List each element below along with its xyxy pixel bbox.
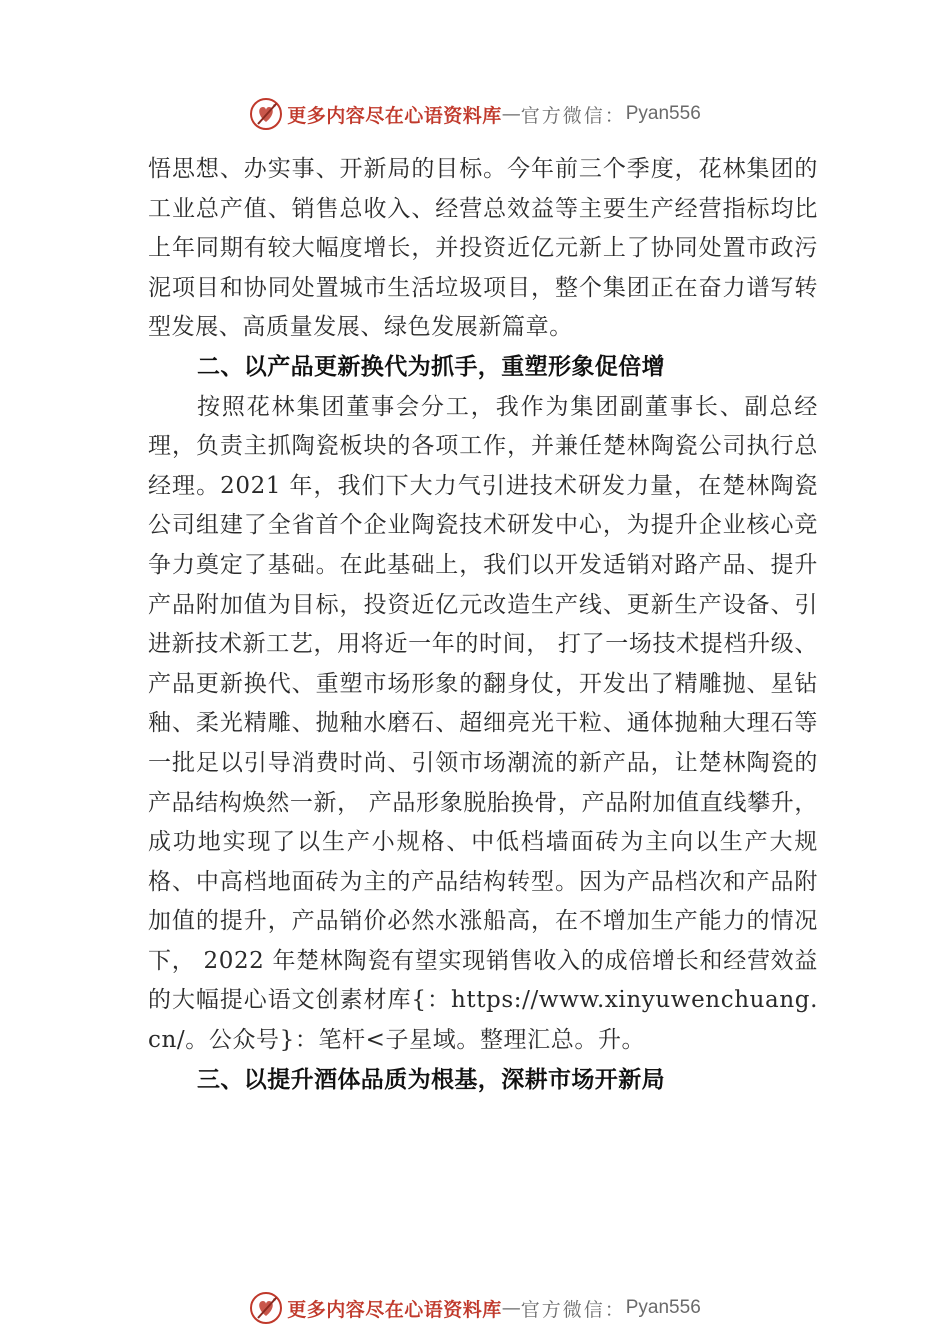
banner-wechat-label: 官方微信： bbox=[520, 104, 626, 127]
footer-banner bbox=[0, 1288, 950, 1328]
banner-wechat-id: Pyan556 bbox=[625, 1297, 701, 1318]
section-heading-2: 二、以产品更新换代为抓手，重塑形象促倍增 bbox=[197, 353, 665, 380]
banner-title: 更多内容尽在心语资料库 bbox=[287, 1298, 502, 1321]
banner-title: 更多内容尽在心语资料库 bbox=[287, 104, 502, 127]
section-heading-3: 三、以提升酒体品质为根基，深耕市场开新局 bbox=[197, 1066, 665, 1093]
heart-quill-logo-icon bbox=[249, 97, 283, 131]
paragraph-continuation: 悟思想、办实事、开新局的目标。今年前三个季度，花林集团的工业总产值、销售总收入、经营总效益等主要生产经营指标均比上年同期有较大幅度增长，并投资近亿元新上了协同处置市政污泥项目和协同处置城市生活垃圾项目，整个集团正在奋力谱写转型发展、高质量发展、绿色发展新篇章。 bbox=[148, 156, 818, 341]
paragraph-section-2: 按照花林集团董事会分工，我作为集团副董事长、副总经理，负责主抓陶瓷板块的各项工作，并兼任楚林陶瓷公司执行总经理。2021 年，我们下大力气引进技术研发力量，在楚林陶瓷公司组建了全省首个企业陶瓷技术研发中心，为提升企业核心竞争力奠定了基础。在此基础上，我们以开发适销对路产品、提升产品附加值为目标，投资近亿元改造生产线、更新生产设备、引进新技术新工艺，用将近一年的时间， 打了一场技术提档升级、产品更新换代、重塑市场形象的翻身仗，开发出了精雕抛、星钻釉、柔光精雕、抛釉水磨石、超细亮光干粒、通体抛釉大理石等一批足以引导消费时尚、引领市场潮流的新产品，让楚林陶瓷的产品结构焕然一新， 产品形象脱胎换骨，产品附加值直线攀升，成功地实现了以生产小规格、中低档墙面砖为主向以生产大规格、中高档地面砖为主的产品结构转型。因为产品档次和产品附加值的提升，产品销价必然水涨船高，在不增加生产能力的情况下， 2022 年楚林陶瓷有望实现销售收入的成倍增长和经营效益的大幅提心语文创素材库{：https://www.xinyuwenchuang.cn/。公众号}：笔杆<子星域。整理汇总。升。 bbox=[148, 393, 818, 1054]
banner-separator: — bbox=[501, 103, 521, 125]
document-body bbox=[148, 150, 818, 1100]
heart-quill-logo-icon bbox=[249, 1291, 283, 1325]
banner-separator: — bbox=[501, 1297, 521, 1319]
banner-wechat-id: Pyan556 bbox=[625, 103, 701, 124]
banner-wechat-label: 官方微信： bbox=[520, 1298, 626, 1321]
header-banner bbox=[0, 94, 950, 134]
